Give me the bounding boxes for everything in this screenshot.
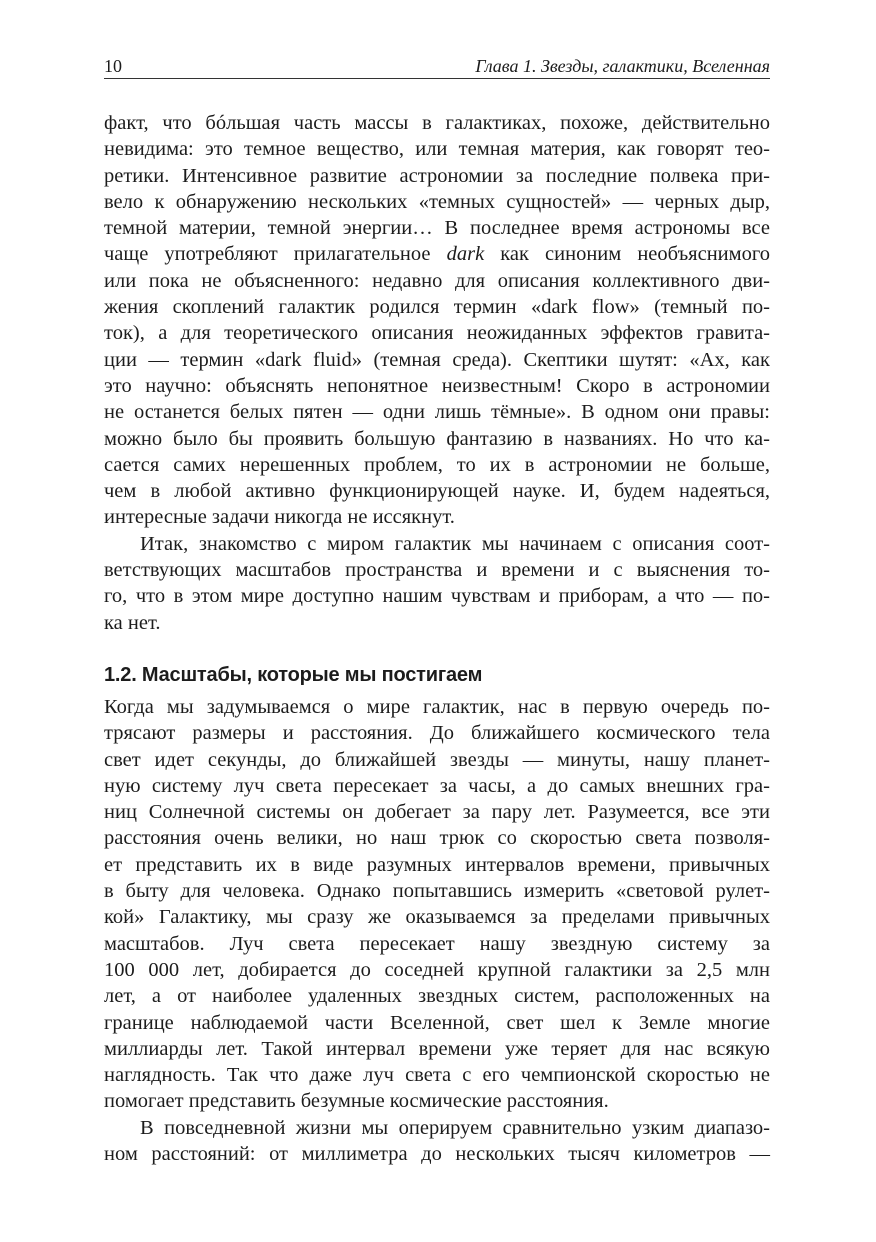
text-line: ретики. Интенсивное развитие астрономии за последние полвека при-: [104, 164, 770, 187]
text-line: можно было бы проявить большую фантазию в названиях. Но что ка-: [104, 427, 770, 450]
text-line: трясают размеры и расстояния. До ближайшего космического тела: [104, 722, 770, 745]
text-line: жения скоплений галактик родился термин «dark flow» (темный по-: [104, 296, 770, 319]
text-line: 100 000 лет, добирается до соседней крупной галактики за 2,5 млн: [104, 958, 770, 981]
text-line: это научно: объяснять непонятное неизвестным! Скоро в астрономии: [104, 374, 770, 397]
text-line: помогает представить безумные космические расстояния.: [104, 1090, 609, 1113]
section-heading: 1.2. Масштабы, которые мы постигаем: [104, 663, 483, 686]
paragraph-2: [104, 531, 770, 636]
paragraph-1: [104, 110, 770, 531]
text-line: невидима: это темное вещество, или темная материя, как говорят тео-: [104, 138, 770, 161]
text-line: ниц Солнечной системы он добегает за пару лет. Разумеется, все эти: [104, 801, 770, 824]
text-line: вело к обнаружению нескольких «темных сущностей» — черных дыр,: [104, 190, 770, 213]
text-line: Когда мы задумываемся о мире галактик, нас в первую очередь по-: [104, 695, 770, 718]
text-line: ции — термин «dark fluid» (темная среда). Скептики шутят: «Ах, как: [104, 348, 770, 371]
text-line: Итак, знакомство с миром галактик мы начинаем с описания соот-: [140, 532, 770, 555]
text-line: го, что в этом мире доступно нашим чувствам и приборам, а что — по-: [104, 585, 770, 608]
text-line: наглядность. Так что даже луч света с его чемпионской скоростью не: [104, 1064, 770, 1087]
running-header: [104, 54, 770, 79]
text-line: границе наблюдаемой части Вселенной, свет шел к Земле многие: [104, 1011, 770, 1034]
text-line: сается самих нерешенных проблем, то их в астрономии не больше,: [104, 453, 770, 476]
text-line: свет идет секунды, до ближайшей звезды — минуты, нашу планет-: [104, 748, 770, 771]
text-line: ка нет.: [104, 611, 161, 634]
text-line: ток), а для теоретического описания неожиданных эффектов гравита-: [104, 322, 770, 345]
text-line: лет, а от наиболее удаленных звездных систем, расположенных на: [104, 985, 770, 1008]
text-line: или пока не объясненного: недавно для описания коллективного дви-: [104, 269, 770, 292]
running-title: Глава 1. Звезды, галактики, Вселенная: [475, 56, 770, 76]
text-line: ет представить их в виде разумных интервалов времени, привычных: [104, 853, 770, 876]
text-line: кой» Галактику, мы сразу же оказываемся за пределами привычных: [104, 906, 770, 929]
text-line: ную систему луч света пересекает за часы, а до самых внешних гра-: [104, 774, 770, 797]
text-line: не останется белых пятен — одни лишь тёмные». В одном они правы:: [104, 401, 770, 424]
text-line: чаще употребляют прилагательное dark как синоним необъяснимого: [104, 243, 771, 266]
text-line: темной материи, темной энергии… В последнее время астрономы все: [104, 217, 770, 240]
text-line: В повседневной жизни мы оперируем сравнительно узким диапазо-: [140, 1116, 770, 1139]
paragraph-3: [104, 694, 770, 1115]
text-line: интересные задачи никогда не иссякнут.: [104, 506, 455, 529]
text-line: ветствующих масштабов пространства и времени и с выяснения то-: [104, 559, 770, 582]
text-line: масштабов. Луч света пересекает нашу звездную систему за: [104, 932, 770, 955]
text-line: факт, что бóльшая часть массы в галактиках, похоже, действительно: [104, 112, 770, 134]
italic-term: dark: [446, 243, 485, 266]
paragraph-4: [104, 1115, 770, 1168]
page-number: 10: [104, 56, 122, 76]
text-line: в быту для человека. Однако попытавшись измерить «световой рулет-: [104, 880, 770, 903]
page-body: [104, 110, 770, 1167]
text-line: расстояния очень велики, но наш трюк со скоростью света позволя-: [104, 827, 770, 850]
text-line: миллиарды лет. Такой интервал времени уже теряет для нас всякую: [104, 1037, 770, 1060]
text-line: ном расстояний: от миллиметра до нескольких тысяч километров —: [104, 1142, 770, 1165]
text-line: чем в любой активно функционирующей науке. И, будем надеяться,: [104, 480, 770, 503]
